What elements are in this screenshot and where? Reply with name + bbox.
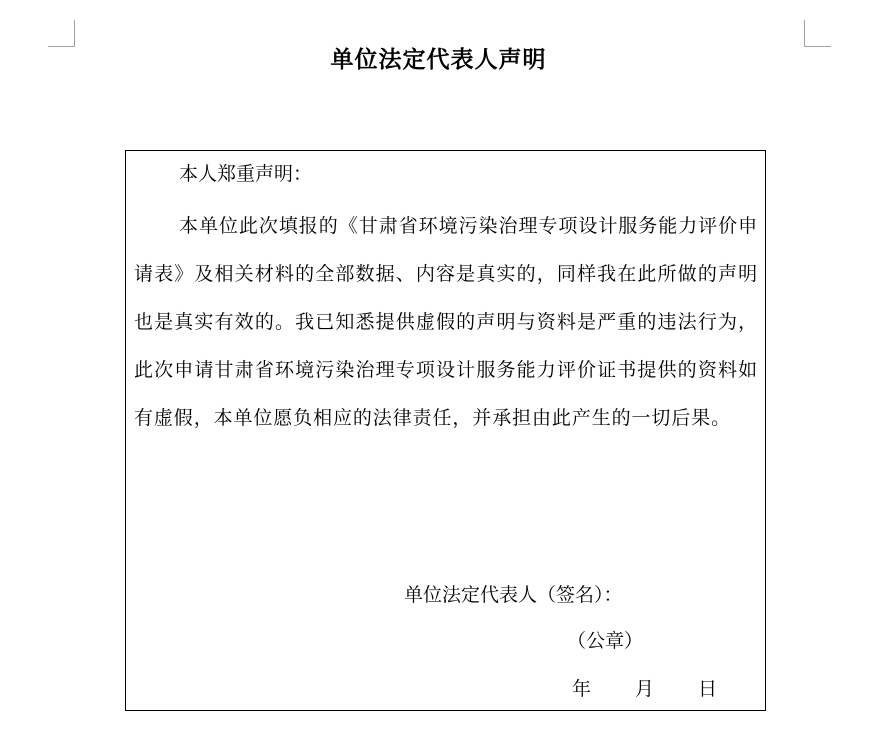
document-title: 单位法定代表人声明 — [330, 47, 547, 73]
signature-label: 单位法定代表人（签名）： — [404, 584, 623, 606]
date-day-label: 日 — [698, 678, 718, 700]
date-line — [572, 675, 717, 703]
declaration-body: 本单位此次填报的《甘肃省环境污染治理专项设计服务能力评价申请表》及相关材料的全部数据、内容是真实的，同样我在此所做的声明也是真实有效的。我已知悉提供虚假的声明与资料是严重的违法行为，此次申请甘肃省环境污染治理专项设计服务能力评价证书提供的资料如有虚假，本单位愿负相应的法律责任，并承担由此产生的一切后果。 — [134, 215, 758, 429]
declaration-box — [125, 150, 766, 711]
declaration-opening: 本人郑重声明： — [179, 163, 313, 185]
date-year-label: 年 — [572, 678, 592, 700]
seal-label: （公章） — [567, 630, 644, 652]
date-month-label: 月 — [635, 678, 655, 700]
